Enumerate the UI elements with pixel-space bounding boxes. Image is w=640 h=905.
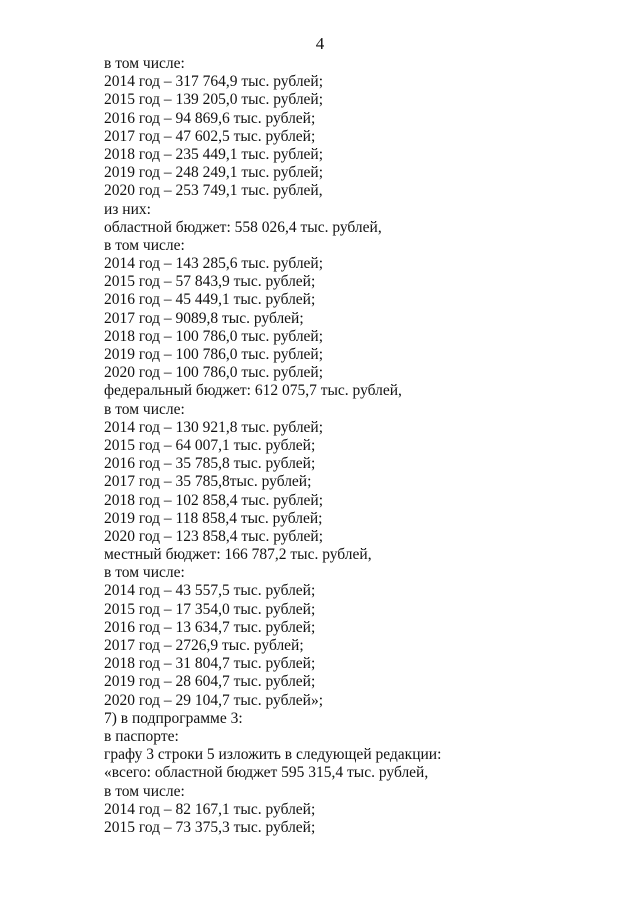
text-line: 2018 год – 31 804,7 тыс. рублей; [104, 655, 316, 673]
text-line: 2014 год – 143 285,6 тыс. рублей; [104, 255, 324, 273]
text-line: 2019 год – 248 249,1 тыс. рублей; [104, 164, 324, 182]
text-line: 2015 год – 57 843,9 тыс. рублей; [104, 273, 316, 291]
text-line: в том числе: [104, 400, 185, 418]
text-line: 2016 год – 35 785,8 тыс. рублей; [104, 455, 316, 473]
text-line: из них: [104, 200, 151, 218]
text-line: в паспорте: [104, 727, 179, 745]
text-line: 2017 год – 47 602,5 тыс. рублей; [104, 127, 316, 145]
text-line: 2014 год – 43 557,5 тыс. рублей; [104, 582, 316, 600]
text-line: 2020 год – 29 104,7 тыс. рублей»; [104, 691, 324, 709]
text-line: 2020 год – 100 786,0 тыс. рублей; [104, 364, 324, 382]
text-line: местный бюджет: 166 787,2 тыс. рублей, [104, 546, 372, 564]
text-line: в том числе: [104, 564, 185, 582]
text-line: «всего: областной бюджет 595 315,4 тыс. рублей, [104, 764, 429, 782]
page-number: 4 [315, 34, 325, 53]
document-body [104, 55, 604, 837]
text-line: 7) в подпрограмме 3: [104, 709, 243, 727]
text-line: 2020 год – 123 858,4 тыс. рублей; [104, 527, 324, 545]
text-line: 2017 год – 35 785,8тыс. рублей; [104, 473, 312, 491]
text-line: федеральный бюджет: 612 075,7 тыс. рублей, [104, 382, 402, 400]
text-line: 2016 год – 94 869,6 тыс. рублей; [104, 109, 316, 127]
text-line: 2018 год – 102 858,4 тыс. рублей; [104, 491, 324, 509]
text-line: 2019 год – 28 604,7 тыс. рублей; [104, 673, 316, 691]
text-line: 2016 год – 13 634,7 тыс. рублей; [104, 618, 316, 636]
text-line: 2015 год – 139 205,0 тыс. рублей; [104, 91, 324, 109]
text-line: 2019 год – 118 858,4 тыс. рублей; [104, 509, 323, 527]
text-line: 2020 год – 253 749,1 тыс. рублей, [104, 182, 323, 200]
text-line: 2016 год – 45 449,1 тыс. рублей; [104, 291, 316, 309]
text-line: 2014 год – 82 167,1 тыс. рублей; [104, 800, 316, 818]
text-line: 2018 год – 100 786,0 тыс. рублей; [104, 327, 324, 345]
text-line: 2017 год – 2726,9 тыс. рублей; [104, 637, 304, 654]
text-line: в том числе: [104, 55, 185, 72]
text-line: 2018 год – 235 449,1 тыс. рублей; [104, 145, 324, 163]
text-line: 2019 год – 100 786,0 тыс. рублей; [104, 346, 324, 363]
text-line: 2015 год – 73 375,3 тыс. рублей; [104, 818, 316, 836]
text-line: областной бюджет: 558 026,4 тыс. рублей, [104, 218, 382, 236]
text-line: в том числе: [104, 236, 185, 254]
text-line: 2014 год – 130 921,8 тыс. рублей; [104, 418, 324, 436]
text-line: 2015 год – 17 354,0 тыс. рублей; [104, 600, 316, 618]
text-line: графу 3 строки 5 изложить в следующей редакции: [104, 746, 442, 764]
text-line: 2017 год – 9089,8 тыс. рублей; [104, 309, 304, 327]
text-line: 2014 год – 317 764,9 тыс. рублей; [104, 73, 324, 91]
text-line: в том числе: [104, 782, 185, 800]
text-line: 2015 год – 64 007,1 тыс. рублей; [104, 436, 316, 454]
